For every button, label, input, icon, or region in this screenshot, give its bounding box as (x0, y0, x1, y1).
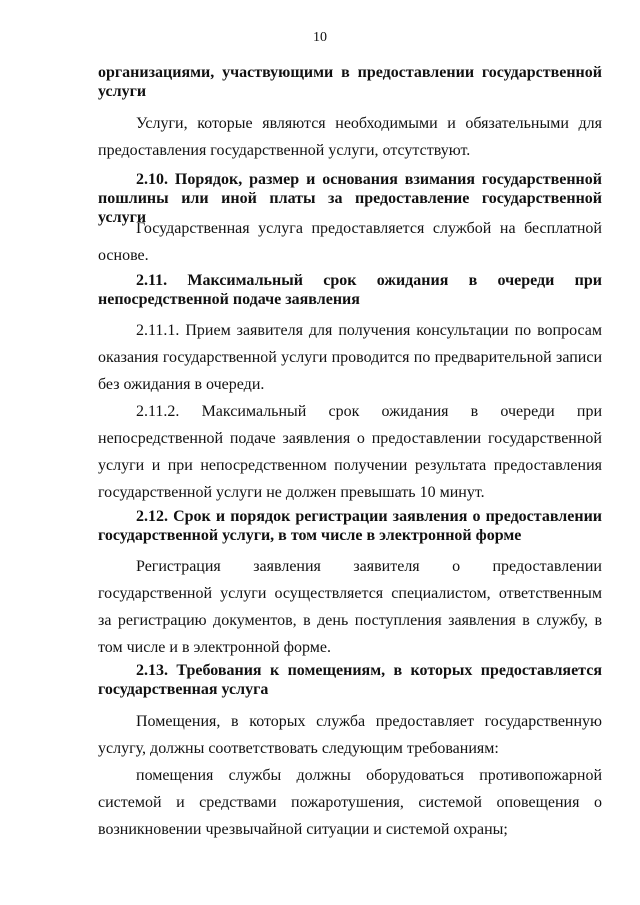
paragraph-2-11-1: 2.11.1. Прием заявителя для получения консультации по вопросам оказания государственной услуги проводится по предварительной записи без ожидания в очереди. (98, 322, 602, 393)
heading-2-12: 2.12. Срок и порядок регистрации заявления о предоставлении государственной услуги, в том числе в электронной форме (98, 508, 602, 544)
paragraph-services: Услуги, которые являются необходимыми и обязательными для предоставления государственной услуги, отсутствуют. (98, 115, 602, 159)
heading-continuation: организациями, участвующими в предоставлении государственной услуги (98, 64, 602, 100)
paragraph-premises: Помещения, в которых служба предоставляет государственную услугу, должны соответствовать следующим требованиям: (98, 713, 602, 757)
paragraph-registration: Регистрация заявления заявителя о предоставлении государственной услуги осуществляется специалистом, ответственным за регистрацию документов, в день поступления заявления в службу, в том числе и в электронной форме. (98, 558, 602, 656)
page-number: 10 (313, 30, 327, 45)
paragraph-2-11-2: 2.11.2. Максимальный срок ожидания в очереди при непосредственной подаче заявления о предоставлении государственной услуги и при непосредственном получении результата предоставления государственной услуги не должен превышать 10 минут. (98, 403, 602, 501)
paragraph-free-service: Государственная услуга предоставляется службой на бесплатной основе. (98, 220, 602, 264)
heading-2-10: 2.10. Порядок, размер и основания взимания государственной пошлины или иной платы за предоставление государственной услуги (98, 171, 602, 226)
heading-2-11: 2.11. Максимальный срок ожидания в очереди при непосредственной подаче заявления (98, 272, 602, 308)
heading-2-13: 2.13. Требования к помещениям, в которых предоставляется государственная услуга (98, 662, 602, 698)
paragraph-fire-safety: помещения службы должны оборудоваться противопожарной системой и средствами пожаротушения, системой оповещения о возникновении чрезвычайной ситуации и системой охраны; (98, 767, 602, 838)
